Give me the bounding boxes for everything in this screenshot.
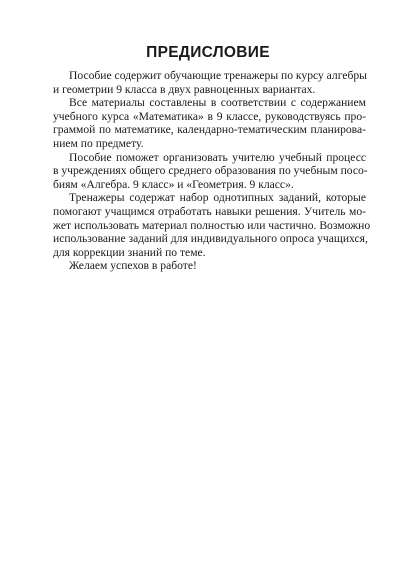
text-line: Все материалы составлены в соответствии с содержанием xyxy=(69,96,366,110)
text-line: Тренажеры содержат набор однотипных заданий, которые xyxy=(69,191,366,205)
text-line: учебного курса «Математика» в 9 классе, руководствуясь про- xyxy=(53,109,366,123)
text-line: использование заданий для индивидуального опроса учащихся, xyxy=(53,232,368,246)
paragraph-2 xyxy=(53,96,366,150)
text-line: в учреждениях общего среднего образования по учебным посо- xyxy=(53,164,368,178)
paragraph-4 xyxy=(53,191,371,259)
paragraph-3 xyxy=(53,151,366,192)
text-line: Пособие поможет организовать учителю учебный процесс xyxy=(69,150,366,164)
text-line: биям «Алгебра. 9 класс» и «Геометрия. 9 класс». xyxy=(53,177,294,191)
text-line: Пособие содержит обучающие тренажеры по курсу алгебры xyxy=(69,69,367,82)
text-line: нием по предмету. xyxy=(53,136,144,150)
text-line: жет использовать материал полностью или частично. Возможно xyxy=(53,218,371,232)
preface-body xyxy=(53,69,371,273)
text-line: Желаем успехов в работе! xyxy=(69,259,197,273)
text-line: граммой по математике, календарно-тематическим планирова- xyxy=(53,123,366,137)
text-line: для коррекции знаний по теме. xyxy=(53,245,206,259)
text-line: и геометрии 9 класса в двух равноценных вариантах. xyxy=(53,82,316,96)
paragraph-5 xyxy=(53,259,366,273)
paragraph-1 xyxy=(53,69,366,96)
text-line: помогают учащимся отработать навыки решения. Учитель мо- xyxy=(53,204,366,218)
page-title: ПРЕДИСЛОВИЕ xyxy=(146,44,270,61)
